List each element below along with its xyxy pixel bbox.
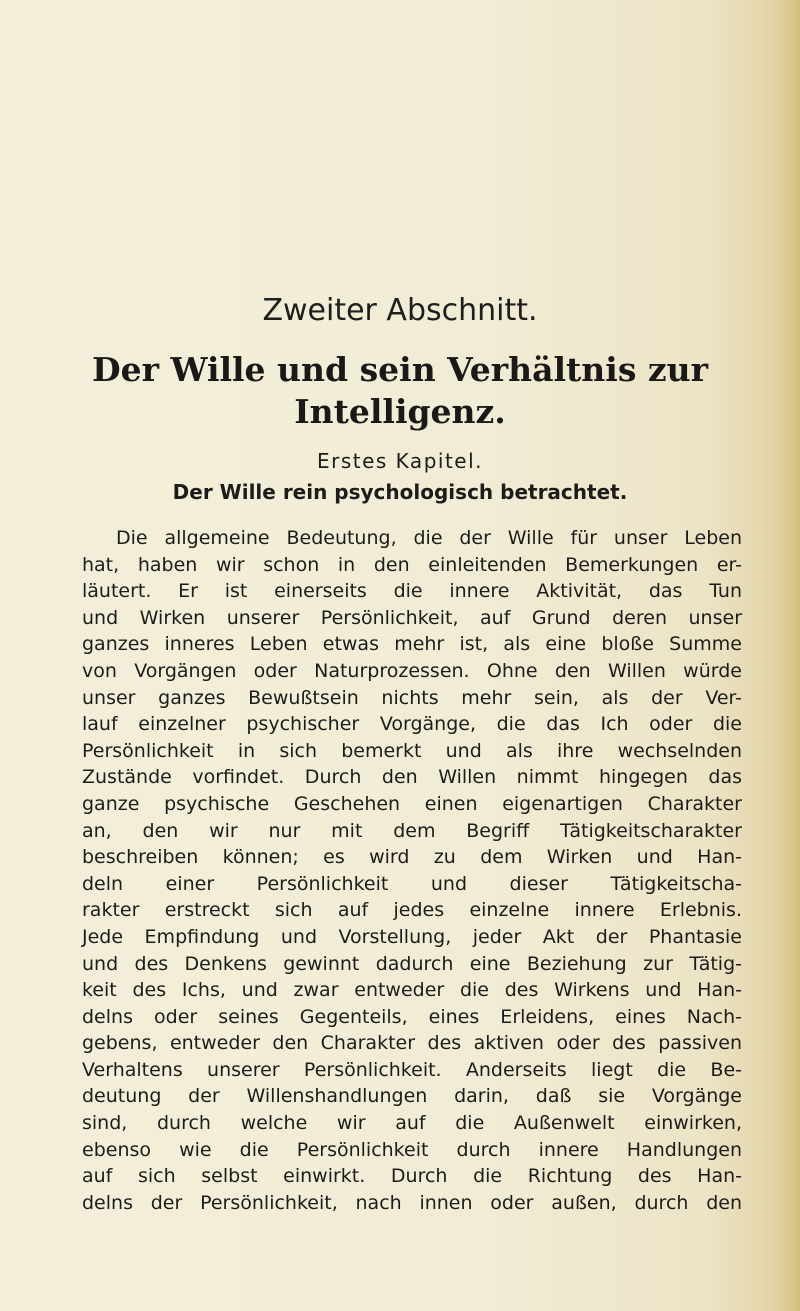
text-line: hat, haben wir schon in den einleitenden Bemerkungen er- [82, 553, 742, 576]
text-line: deln einer Persönlichkeit und dieser Tätigkeitscha- [82, 872, 742, 895]
chapter-title: Der Wille rein psychologisch betrachtet. [172, 480, 628, 504]
text-line: Verhaltens unserer Persönlichkeit. Anderseits liegt die Be- [82, 1058, 742, 1081]
text-line: ebenso wie die Persönlichkeit durch innere Handlungen [82, 1138, 742, 1161]
text-line: läutert. Er ist einerseits die innere Aktivität, das Tun [82, 580, 742, 603]
text-line: lauf einzelner psychischer Vorgänge, die das Ich oder die [82, 713, 742, 736]
text-line: und des Denkens gewinnt dadurch eine Beziehung zur Tätig- [82, 952, 742, 975]
text-line: deutung der Willenshandlungen darin, daß sie Vorgänge [82, 1085, 742, 1108]
text-line: beschreiben können; es wird zu dem Wirken und Han- [82, 846, 742, 869]
text-line: auf sich selbst einwirkt. Durch die Richtung des Han- [82, 1165, 742, 1188]
part-title [0, 349, 800, 433]
text-line: gebens, entweder den Charakter des aktiven oder des passiven [82, 1032, 742, 1055]
part-title-line-2: Intelligenz. [294, 392, 506, 431]
text-line: Zustände vorfindet. Durch den Willen nimmt hingegen das [82, 766, 742, 789]
chapter-label: Erstes Kapitel. [316, 449, 484, 473]
text-line: Die allgemeine Bedeutung, die der Wille für unser Leben [116, 527, 742, 549]
section-heading: Zweiter Abschnitt. [262, 293, 538, 328]
body-paragraph [82, 525, 742, 1216]
part-title-line-1: Der Wille und sein Verhältnis zur [91, 350, 709, 389]
page-edge-shadow [778, 0, 800, 1311]
text-line: Jede Empfindung und Vorstellung, jeder Akt der Phantasie [82, 925, 742, 948]
text-line: sind, durch welche wir auf die Außenwelt einwirken, [82, 1112, 742, 1135]
text-line: an, den wir nur mit dem Begriff Tätigkeitscharakter [82, 819, 742, 842]
text-line: und Wirken unserer Persönlichkeit, auf Grund deren unser [82, 606, 742, 629]
text-line: keit des Ichs, und zwar entweder die des Wirkens und Han- [82, 979, 742, 1002]
text-line: delns der Persönlichkeit, nach innen oder außen, durch den [82, 1191, 742, 1214]
text-line: Persönlichkeit in sich bemerkt und als ihre wechselnden [82, 739, 742, 762]
text-line: von Vorgängen oder Naturprozessen. Ohne den Willen würde [82, 659, 742, 682]
text-line: ganzes inneres Leben etwas mehr ist, als eine bloße Summe [82, 633, 742, 656]
text-line: unser ganzes Bewußtsein nichts mehr sein, als der Ver- [82, 686, 742, 709]
text-line: ganze psychische Geschehen einen eigenartigen Charakter [82, 792, 742, 815]
text-line: delns oder seines Gegenteils, eines Erleidens, eines Nach- [82, 1005, 742, 1028]
text-line: rakter erstreckt sich auf jedes einzelne innere Erlebnis. [82, 899, 742, 922]
